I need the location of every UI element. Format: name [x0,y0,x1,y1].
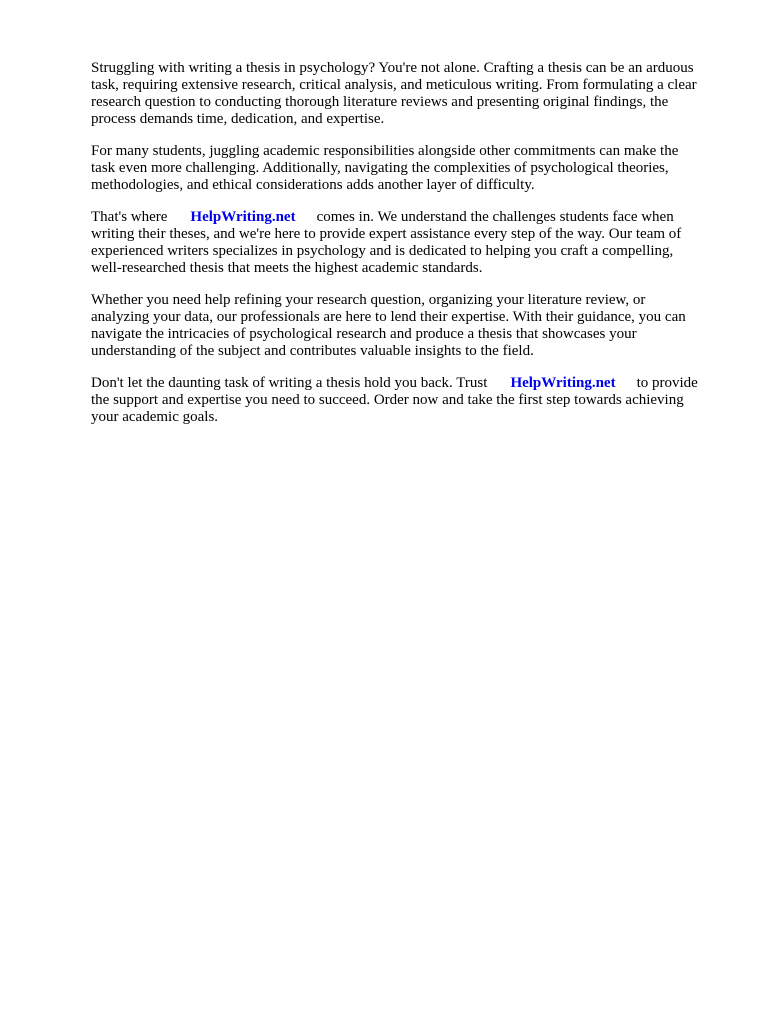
text-line: Struggling with writing a thesis in psychology? You're not alone. Crafting a thesis can be an arduous [91,60,694,76]
text-line: Whether you need help refining your research question, organizing your literature review, or [91,292,646,308]
helpwriting-link[interactable]: HelpWriting.net [190,209,296,225]
text-line: research question to conducting thorough literature reviews and presenting original findings, the [91,94,669,110]
text-line: well-researched thesis that meets the highest academic standards. [91,260,483,276]
document-body [91,60,731,441]
text-segment: to provide [636,375,698,391]
text-line: analyzing your data, our professionals are here to lend their expertise. With their guidance, you can [91,309,686,325]
text-line: For many students, juggling academic responsibilities alongside other commitments can make the [91,143,679,159]
text-segment: comes in. We understand the challenges students face when [316,209,674,225]
paragraph-intro [91,60,731,128]
text-segment: That's where [91,209,168,225]
text-line: experienced writers specializes in psychology and is dedicated to helping you craft a compelling, [91,243,674,259]
paragraph-service [91,209,731,277]
text-line: writing their theses, and we're here to provide expert assistance every step of the way. Our team of [91,226,682,242]
text-line-with-link [91,375,731,392]
helpwriting-link[interactable]: HelpWriting.net [510,375,616,391]
text-line: understanding of the subject and contributes valuable insights to the field. [91,343,534,359]
text-line: your academic goals. [91,409,219,425]
text-line: methodologies, and ethical considerations adds another layer of difficulty. [91,177,535,193]
text-line: the support and expertise you need to succeed. Order now and take the first step towards achieving [91,392,684,408]
paragraph-call-to-action [91,375,731,426]
text-line: navigate the intricacies of psychological research and produce a thesis that showcases your [91,326,637,342]
text-segment: Don't let the daunting task of writing a thesis hold you back. Trust [91,375,488,391]
paragraph-help [91,292,731,360]
text-line: task, requiring extensive research, critical analysis, and meticulous writing. From formulating a clear [91,77,697,93]
text-line: process demands time, dedication, and expertise. [91,111,385,127]
text-line-with-link [91,209,731,226]
paragraph-challenges [91,143,731,194]
text-line: task even more challenging. Additionally, navigating the complexities of psychological theories, [91,160,669,176]
